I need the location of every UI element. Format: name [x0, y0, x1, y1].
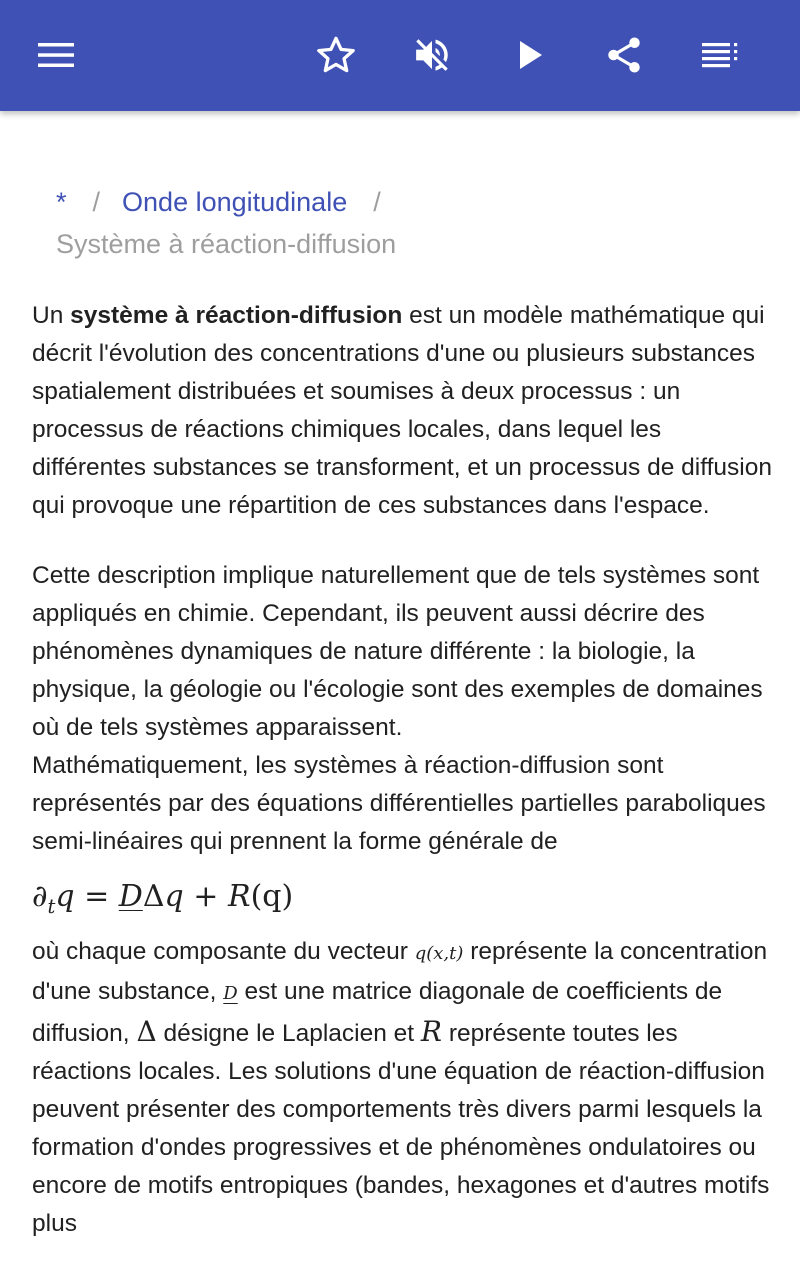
math-r: R	[420, 1015, 443, 1048]
menu-button[interactable]	[28, 27, 84, 83]
reaction-diffusion-equation: $\partial_tq = D\Delta q + R(q)$	[32, 879, 294, 918]
star-outline-icon	[315, 34, 357, 76]
article-content[interactable]	[0, 111, 800, 1280]
table-of-contents-button[interactable]	[692, 27, 748, 83]
paragraph-intro: Un système à réaction-diffusion est un modèle mathématique qui décrit l'évolution des concentrations d'une ou plusieurs substances spatialement distribuées et soumises à deux processus : un processus de réactions chimiques locales, dans lequel les différentes substances se transforment, et un processus de diffusion qui provoque une répartition de ces substances dans l'espace.	[32, 302, 772, 519]
breadcrumb-home-link[interactable]: *	[56, 187, 67, 217]
breadcrumb-separator: /	[92, 187, 101, 217]
app-toolbar	[0, 0, 800, 111]
bookmark-button[interactable]	[308, 27, 364, 83]
menu-icon	[36, 40, 76, 70]
article-body	[32, 297, 772, 1243]
breadcrumb-parent-link[interactable]: Onde longitudinale	[122, 187, 348, 217]
math-d-matrix: D	[223, 983, 238, 1004]
paragraph-math-intro: Mathématiquement, les systèmes à réaction-diffusion sont représentés par des équations différentielles partielles paraboliques semi-linéaires qui prennent la forme générale de	[32, 752, 766, 855]
breadcrumb-separator: /	[373, 187, 381, 217]
playlist-icon	[700, 41, 740, 69]
paragraph-explanation: où chaque composante du vecteur q(x,t) représente la concentration d'une substance, D est une matrice diagonale de coefficients de diffusion, Δ désigne le Laplacien et R représente toutes les réactions locales. Les solutions d'une équation de réaction-diffusion peuvent présenter des comportements très divers parmi lesquels la formation d'ondes progressives et de phénomènes ondulatoires ou encore de motifs entropiques (bandes, hexagones et d'autres motifs plus	[32, 938, 770, 1237]
math-laplacian: Δ	[136, 1015, 157, 1048]
article-term: système à réaction-diffusion	[70, 302, 403, 329]
paragraph-description: Cette description implique naturellement que de tels systèmes sont appliqués en chimie. Cependant, ils peuvent aussi décrire des phénomènes dynamiques de nature différente : la biologie, la physique, la géologie ou l'écologie sont des exemples de domaines où de tels systèmes apparaissent.	[32, 562, 763, 741]
breadcrumb	[56, 181, 756, 265]
mute-button[interactable]	[404, 27, 460, 83]
volume-mute-icon	[411, 34, 453, 76]
share-button[interactable]	[596, 27, 652, 83]
play-icon	[514, 38, 546, 72]
math-q-vector: q(x,t)	[414, 943, 464, 964]
share-icon	[603, 34, 645, 76]
breadcrumb-current: Système à réaction-diffusion	[56, 229, 397, 259]
play-button[interactable]	[502, 27, 558, 83]
